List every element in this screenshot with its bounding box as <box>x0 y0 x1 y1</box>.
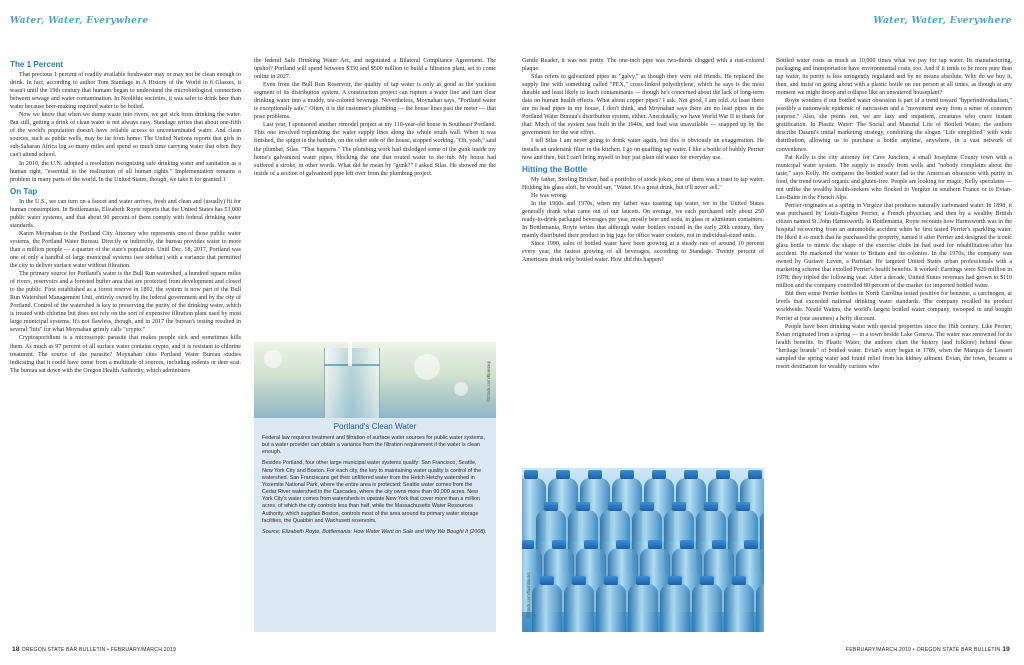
column-1 <box>10 57 241 635</box>
sidebar-title: Portland's Clean Water <box>333 422 417 431</box>
bottle-icon <box>564 584 594 632</box>
section-heading: The 1 Percent <box>10 60 64 69</box>
article-paragraph: Bottled water costs as much as 10,000 times what we pay for tap water. Its manufacturing, packaging and transportation have environmental costs, too. And if it tends to be more pure than tap water, its purity is less stringently regulated and by no means absolute. Why do we buy it, then, and insist on going about with a plastic bottle on our person at all times, as though at any moment we might droop and collapse like an unwatered houseplant? <box>776 58 1012 97</box>
article-paragraph: Silas refers to galvanized pipes as "galvy," as though they were old friends. He replaced the supply line with something called "PEX," cross-linked polyethylene, which he says is the most durable and least likely to leach contaminants — though he's concerned about the lack of long-term data on human health effects. What about copper pipes? I ask. Not good, I am told. At least there are no lead pipes in my house, I don't think, and Moynahan says there are no lead pipes in the Portland Water Bureau's distribution system, either. Anecdotally, we have World War II to thank for that: Much of the system was built in the 1940s, and lead was unavailable — snapped up by the government for the war effort. <box>522 74 764 137</box>
bottle-cap-icon <box>576 502 590 511</box>
article-paragraph: That precious 1 percent of readily available freshwater may or may not be clean enough to drink. In fact, according to author Tom Standage in A History of the World in 6 Glasses, it wasn't until the 19th century that humans began to understand the microbiological connection between sewage and water contamination. In Neolithic societies, it was safer to drink beer than water because beer-making required water to be boiled. <box>10 72 241 111</box>
bottle-icon <box>532 584 562 632</box>
bottle-cap-icon <box>636 576 650 585</box>
bottle-cap-icon <box>640 502 654 511</box>
bottle-cap-icon <box>540 576 554 585</box>
bottle-icon <box>596 584 626 632</box>
bottle-icon <box>628 584 658 632</box>
bottle-cap-icon <box>588 470 602 479</box>
bottle-cap-icon <box>604 576 618 585</box>
bottle-cap-icon <box>584 540 598 549</box>
column-2 <box>254 57 496 337</box>
bottle-cap-icon <box>736 502 750 511</box>
sidebar-portland-clean-water <box>254 418 496 632</box>
footer-right <box>846 646 1012 653</box>
bottle-cap-icon <box>672 502 686 511</box>
bottle-cap-icon <box>744 540 758 549</box>
bottle-cap-icon <box>544 502 558 511</box>
bottle-cap-icon <box>616 540 630 549</box>
article-paragraph: Now we know that when we dump waste into rivers, we get sick from drinking the water. But still, getting a drink of clean water is not always easy. Standage writes that about one-fifth of the world's population doesn't have reliable access to uncontaminated water. And clean sources, such as public wells, may be far from home: The United Nations reports that girls in sub-Saharan Africa log so many miles and spend so much time carrying water that often they can't attend school. <box>10 112 241 159</box>
photo-credit-bottles: ©iStock.com/flashblocks <box>526 572 531 618</box>
bottle-icon <box>756 584 764 632</box>
column-4 <box>776 57 1012 635</box>
article-paragraph: But then some Perrier bottles in North Carolina tested positive for benzene, a carcinogen, at levels that exceeded national drinking water standards. The company recalled its product worldwide. Nestlé Waters, the world's largest bottled water company, swooped in and bought Perrier at (one assumes) a hefty discount. <box>776 291 1012 322</box>
article-paragraph: In the U.S., we can turn on a faucet and water arrives, fresh and clean and (usually) fit for human consumption. In Bottlemania, Elizabeth Royte reports that the United States has 53,000 public water systems, and that about 90 percent of them comply with federal drinking water standards. <box>10 198 241 229</box>
article-paragraph: Last year, I sponsored another remodel project at my 110-year-old house in Southeast Portland. This one involved replumbing the water supply lines along the whole south wall. When it was finished, the spigot in the bathtub, on the other side of the house, stopped working. "Oh, yeah," said the plumber, Silas. "That happens." The plumbing work had dislodged some of the gunk inside my home's galvanized water pipes, blocking the one that routed water to the tub. My house had suffered a stroke, in other words. What did he mean by "gunk?" I asked Silas. He showed me the inside of a section of galvanized pipe left over from the plumbing project. <box>254 122 496 177</box>
footer-left-text: OREGON STATE BAR BULLETIN • FEBRUARY/MARCH 2019 <box>21 647 177 653</box>
bottle-cap-icon <box>712 540 726 549</box>
article-paragraph: Gentle Reader, it was not pretty. The one-inch pipe was two-thirds clogged with a rust-colored plaque. <box>522 58 764 73</box>
article-paragraph: Pat Kelly is the city attorney for Cave Junction, a small Josephine County town with a municipal water system. The supply is mostly from wells and "nobody complains about the taste," says Kelly. He compares the bottled water fad to the American obsession with purity in food, the trend toward organic and gluten-free. People are looking for magic, Kelly speculates — not unlike the wealthy health-seekers who flocked to Vergèze in southern France or to Evian-Les-Bains in the French Alps. <box>776 154 1012 201</box>
running-head-right: Water, Water, Everywhere <box>873 16 1012 26</box>
running-head-left: Water, Water, Everywhere <box>10 16 149 26</box>
bottle-cap-icon <box>668 576 682 585</box>
article-paragraph: People have been drinking water with special properties since the 18th century. Like Perrier, Evian originated from a spring — in a town beside Lake Geneva. The water was renowned for its health benefits. In Plastic Water, the authors chart the history (and folklore) behind these "heritage brands" of bottled water. Evian's story began in 1789, when the Marquis de Lessert sampled the spring water and found relief from his kidney ailment. Evian, the town, became a resort destination for wealthy curistes who <box>776 323 1012 370</box>
bottle-cap-icon <box>524 470 538 479</box>
bottle-cap-icon <box>572 576 586 585</box>
column-3 <box>522 57 764 462</box>
bottle-cap-icon <box>648 540 662 549</box>
bottle-cap-icon <box>700 576 714 585</box>
footer-left <box>10 646 176 653</box>
bottle-icon <box>692 584 722 632</box>
article-paragraph: I tell Silas I am never going to drink water again, but this is obviously an exaggeration. He installs an undersink filter in the kitchen. I go on quaffing tap water. I like a bottle of bubbly Perrier now and then, but I can't bring myself to buy just plain old water for everyday use. <box>522 138 764 161</box>
glass-icon <box>324 348 380 418</box>
page-number-right: 19 <box>1002 646 1010 653</box>
bottle-cap-icon <box>716 470 730 479</box>
article-paragraph: The primary source for Portland's water is the Bull Run watershed, a hundred square miles of rivers, reservoirs and a forested buffer area that are protected from development and closed to the public. First established as a forest reserve in 1892, the system is now part of the Bull Run Watershed Management Unit, entirely owned by the federal government and by the city of Portland. Control of the watershed is key to preserving the purity of the drinking water, which is treated with chlorine but does not rely on the sort of expensive filtration plant used by most large municipal systems. It's not flawless, though, and in 2017 the bureau's testing resulted in several "hits" for what Moynahan grimly calls "crypto." <box>10 271 241 334</box>
water-glass-photo <box>254 342 496 418</box>
article-paragraph: Perrier originates at a spring in Vergèze that produces naturally carbonated water. In 1898, it was purchased by Louis-Eugène Perrier, a French physician, and then by a wealthy British citizen named St. John Harmsworth. In Bottlemania, Royte recounts how Harmsworth was in the hospital recovering from an automobile accident when he first tasted Perrier's sparkling water. He liked it so much that he purchased the property, named it after Perrier and designed the iconic glass bottle to mimic the shape of the exercise clubs he had used for rehabilitation after his accident. He marketed the water to Britain and its colonies. In the 1970s, the company was owned by Gustave Leven, a Parisian. He targeted United States urban professionals with a marketing scheme that extolled Perrier's health benefits. It worked: Earnings were $20 million in 1978; they tripled the following year. After a decade, United States revenues had grown to $110 million and the company controlled 80 percent of the market for imported bottled water. <box>776 202 1012 290</box>
article-paragraph: In 2010, the U.N. adopted a resolution recognizing safe drinking water and sanitation as a human right, "essential to the realization of all human rights." Implementation remains a problem in many parts of the world. In the United States, though, we take it for granted.1 <box>10 160 241 183</box>
bottle-cap-icon <box>620 470 634 479</box>
bottle-cap-icon <box>608 502 622 511</box>
bottle-cap-icon <box>748 470 762 479</box>
article-paragraph: In the 1960s and 1970s, when my father was toasting tap water, we in the United States generally drank what came out of our faucets. On average, we each purchased only about 250 ready-to-drink packaged beverages per year, mostly beer and soda, in glass or aluminum containers. In Bottlemania, Royte writes that although water bottlers existed in the early 20th century, they mainly distributed their product in big jugs for office water coolers, not in individual-sized units. <box>522 200 764 239</box>
water-bottles-photo <box>522 468 764 632</box>
article-paragraph: Even from the Bull Run Reservoir, the quality of tap water is only as good as the yuckiest segment of its distribution system. A construction project can rupture a water line and turn clear drinking water into a muddy, tea-colored beverage. Nevertheless, Moynahan says, "Portland water is exceptionally safe." Often, it is the customer's plumbing — the house lines past the meter — that pose problems. <box>254 82 496 121</box>
bottle-cap-icon <box>680 540 694 549</box>
article-paragraph: He was wrong. <box>531 192 568 199</box>
article-paragraph: My father, Sterling Bricker, had a portfolio of stock jokes; one of them was a toast to tap water. Holding his glass aloft, he would say, "Water. It's a great drink, but it'll never sell." <box>522 176 764 191</box>
bottle-cap-icon <box>556 470 570 479</box>
sidebar-paragraph: Besides Portland, four other large municipal water systems qualify: San Francisco, Seattle, New York City and Boston. For each city, the key to maintaining water quality is control of the watershed. San Franciscans get their unfiltered water from the Hetch Hetchy watershed in Yosemite National Park, where the entire area is protected; Seattle water comes from the Cedar River watershed in the Cascades, where the city owns more than 90,000 acres. New York City's water comes from watersheds in upstate New York that cover more than a million acres, of which the city controls less than half, while the Massachusetts Water Resources Authority, which supplies Boston, controls most of the area around its primary water storage facilities, the Quabbin and Wachusett reservoirs. <box>262 460 482 524</box>
article-paragraph: Royte wonders if our bottled water obsession is part of a trend toward "hyperindividualism," possibly a nationwide epidemic of narcissism and a "movement away from a sense of common purpose." Also, she points out, we are lazy and impatient, creatures who crave instant gratification. In Plastic Water: The Social and Material Life of Bottled Water, the authors describe Dasani's initial marketing strategy, combining the slogan "Life simplified" with wide distribution, allowing us to purchase a bottle anytime, anywhere, in a vast network of convenience. <box>776 98 1012 153</box>
bottle-icon <box>724 584 754 632</box>
bottle-cap-icon <box>552 540 566 549</box>
photo-credit-glass: ©iStock.com/Bluestep <box>486 360 491 402</box>
bottle-cap-icon <box>704 502 718 511</box>
sidebar-source: Source: Elizabeth Royte, Bottlemania: How Water Went on Sale and Why We Bought It (2008). <box>262 528 487 535</box>
page-number-left: 18 <box>12 646 20 653</box>
section-heading: Hitting the Bottle <box>522 164 588 174</box>
bottle-cap-icon <box>684 470 698 479</box>
article-paragraph: Since 1990, sales of bottled water have been growing at a steady rate of around 10 percent every year, the fastest growing of all beverages, according to Standage. Twenty percent of Americans drink only bottled water. How did this happen? <box>522 240 764 264</box>
article-paragraph: the federal Safe Drinking Water Act, and negotiated a Bilateral Compliance Agreement. The upshot? Portland will spend between $350 and $500 million to build a filtration plant, set to come online in 2027. <box>254 58 496 81</box>
bottle-cap-icon <box>732 576 746 585</box>
article-paragraph: Cryptosporidium is a microscopic parasite that makes people sick and sometimes kills them. As much as 97 percent of all surface water contains crypto, and it is resistant to chlorine treatment. The source of the parasite? Moynahan cites Portland Water Bureau studies indicating that it could have come from a multitude of sources, including rodents or deer scat. The bureau sat down with the Oregon Health Authority, which administers <box>10 335 241 374</box>
bottle-icon <box>660 584 690 632</box>
sidebar-paragraph: Federal law requires treatment and filtration of surface water sources for public water systems, but a water provider can obtain a variance from the filtration requirement if the water is clean enough. <box>262 435 486 456</box>
footer-right-text: FEBRUARY/MARCH 2019 • OREGON STATE BAR BULLETIN <box>845 647 1001 653</box>
article-paragraph: Karen Moynahan is the Portland City Attorney who represents one of those public water systems, the Portland Water Bureau. Directly or indirectly, the bureau provides water to more than a million people — a quarter of the state's population. Until Dec. 18, 2017, Portland was one of only a handful of large municipal systems (see sidebar) with a variance that permitted the city to deliver surface water without filtration. <box>10 230 241 270</box>
bottle-cap-icon <box>522 540 534 549</box>
section-heading: On Tap <box>10 186 38 196</box>
bottle-cap-icon <box>652 470 666 479</box>
